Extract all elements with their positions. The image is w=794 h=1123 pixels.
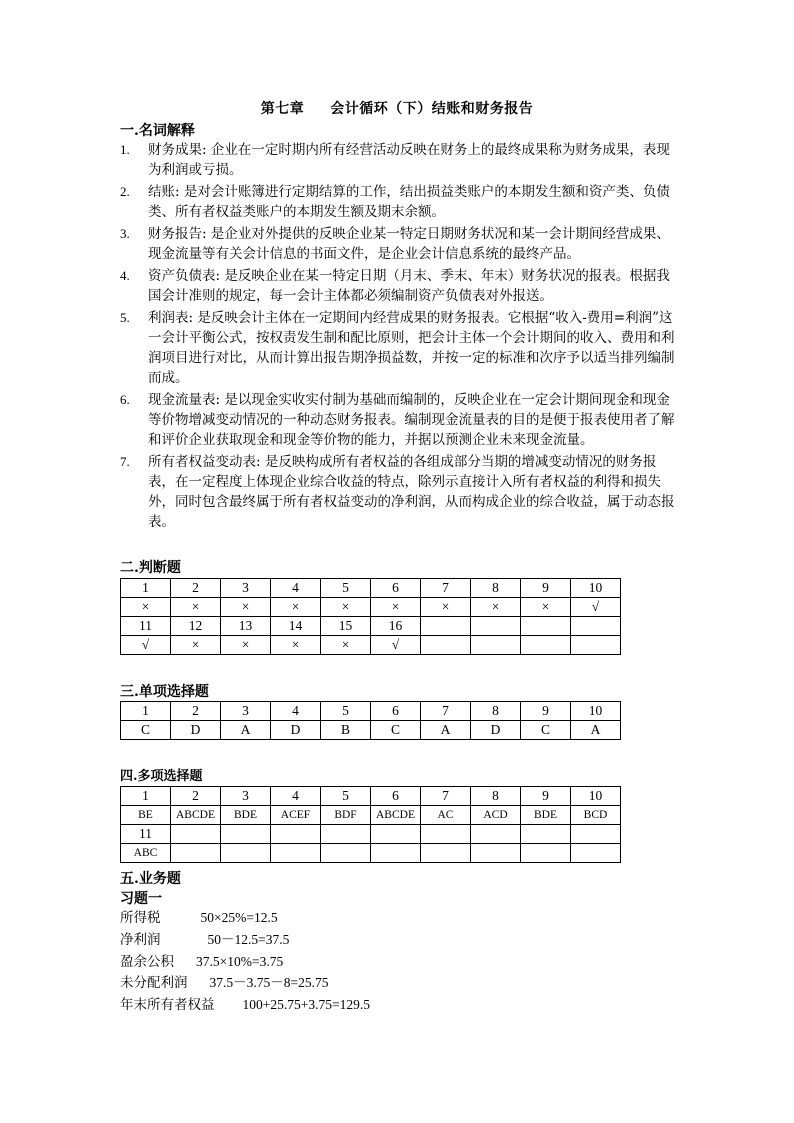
table-cell: 11 (121, 825, 171, 844)
table-cell: 8 (471, 787, 521, 806)
table-cell: AC (421, 806, 471, 825)
calc-line-undistributed-profit (120, 973, 329, 993)
definition-item (120, 390, 680, 450)
table-cell (271, 825, 321, 844)
calc-label: 未分配利润 (120, 975, 188, 991)
item-text: 所有者权益变动表: 是反映构成所有者权益的各组成部分当期的增减变动情况的财务报表，在一定程度上体现企业综合收益的特点，除列示直接计入所有者权益的利得和损失外，同时包含最终属于所有者权益变动的净利润，从而构成企业的综合收益，属于动态报表。 (148, 454, 675, 530)
table-cell: × (171, 636, 221, 655)
table-cell (221, 844, 271, 863)
section1-heading: 一.名词解释 (120, 123, 195, 139)
true-false-answer-table (120, 578, 621, 655)
table-row (121, 806, 621, 825)
calc-value: 50×25%=12.5 (200, 910, 278, 925)
table-cell: C (371, 721, 421, 740)
definition-item (120, 452, 680, 532)
table-cell: 8 (471, 702, 521, 721)
table-cell: 1 (121, 702, 171, 721)
table-cell: × (421, 598, 471, 617)
table-cell: 11 (121, 617, 171, 636)
table-cell: 4 (271, 787, 321, 806)
calc-value: 50－12.5=37.5 (207, 932, 290, 947)
table-cell: 6 (371, 579, 421, 598)
item-text: 财务报告: 是企业对外提供的反映企业某一特定日期财务状况和某一会计期间经营成果、现金流量等有关会计信息的书面文件，是企业会计信息系统的最终产品。 (148, 226, 670, 262)
table-cell: 9 (521, 579, 571, 598)
table-cell (321, 825, 371, 844)
table-cell: C (121, 721, 171, 740)
definition-list (120, 140, 680, 534)
calc-line-surplus-reserve (120, 952, 283, 972)
table-cell: 13 (221, 617, 271, 636)
calc-value: 37.5×10%=3.75 (196, 954, 284, 969)
table-cell: × (221, 636, 271, 655)
table-cell (371, 844, 421, 863)
table-cell: × (271, 598, 321, 617)
table-row (121, 825, 621, 844)
table-cell: 10 (571, 579, 621, 598)
calc-line-income-tax (120, 908, 278, 928)
table-cell: 6 (371, 787, 421, 806)
table-cell: 4 (271, 579, 321, 598)
item-number: 6. (120, 392, 130, 407)
table-cell: 2 (171, 579, 221, 598)
table-cell: × (321, 636, 371, 655)
table-cell (521, 844, 571, 863)
table-cell: 16 (371, 617, 421, 636)
table-row (121, 787, 621, 806)
calc-line-year-end-equity (120, 995, 370, 1015)
table-cell: C (521, 721, 571, 740)
table-cell: 7 (421, 787, 471, 806)
table-cell: 7 (421, 702, 471, 721)
item-text: 财务成果: 企业在一定时期内所有经营活动反映在财务上的最终成果称为财务成果，表现为利润或亏损。 (148, 142, 670, 178)
table-cell (571, 636, 621, 655)
table-cell: 9 (521, 787, 571, 806)
table-cell (371, 825, 421, 844)
table-cell: 6 (371, 702, 421, 721)
table-cell: D (471, 721, 521, 740)
table-cell (271, 844, 321, 863)
table-cell: ACEF (271, 806, 321, 825)
table-cell: 5 (321, 579, 371, 598)
calc-label: 年末所有者权益 (120, 997, 215, 1013)
table-cell: 7 (421, 579, 471, 598)
multiple-choice-answer-table (120, 786, 621, 863)
table-cell (421, 844, 471, 863)
table-cell: 5 (321, 702, 371, 721)
table-row (121, 579, 621, 598)
item-text: 资产负债表: 是反映企业在某一特定日期（月末、季末、年末）财务状况的报表。根据我国会计准则的规定，每一会计主体都必须编制资产负债表对外报送。 (148, 268, 670, 304)
calc-line-net-profit (120, 930, 289, 950)
table-cell (471, 844, 521, 863)
table-cell: 8 (471, 579, 521, 598)
calc-label: 所得税 (120, 910, 161, 926)
table-cell: √ (371, 636, 421, 655)
table-cell (471, 617, 521, 636)
definition-item (120, 224, 680, 264)
calc-value: 37.5－3.75－8=25.75 (209, 975, 329, 990)
table-cell: 10 (571, 702, 621, 721)
calc-label: 盈余公积 (120, 954, 174, 970)
item-number: 5. (120, 310, 130, 325)
table-cell (571, 617, 621, 636)
table-cell: A (571, 721, 621, 740)
exercise-heading: 习题一 (120, 891, 162, 907)
definition-item (120, 140, 680, 180)
table-cell (421, 636, 471, 655)
table-cell: ABCDE (171, 806, 221, 825)
table-cell: 3 (221, 787, 271, 806)
table-cell: D (171, 721, 221, 740)
definition-item (120, 266, 680, 306)
calc-label: 净利润 (120, 932, 161, 948)
item-number: 7. (120, 454, 130, 469)
section2-heading: 二.判断题 (120, 560, 181, 576)
table-cell: BDF (321, 806, 371, 825)
table-cell (521, 617, 571, 636)
table-cell: BCD (571, 806, 621, 825)
table-cell: √ (571, 598, 621, 617)
table-cell: 1 (121, 579, 171, 598)
table-cell: 2 (171, 787, 221, 806)
section5-heading: 五.业务题 (120, 871, 181, 887)
table-cell: 3 (221, 702, 271, 721)
table-cell (421, 825, 471, 844)
item-number: 2. (120, 184, 130, 199)
table-cell: 9 (521, 702, 571, 721)
table-cell: 4 (271, 702, 321, 721)
table-cell: 15 (321, 617, 371, 636)
table-cell: ACD (471, 806, 521, 825)
section3-heading: 三.单项选择题 (120, 684, 209, 700)
table-cell (471, 636, 521, 655)
table-cell (221, 825, 271, 844)
table-row (121, 844, 621, 863)
table-cell: × (221, 598, 271, 617)
section4-heading: 四.多项选择题 (120, 769, 203, 784)
item-text: 利润表: 是反映会计主体在一定期间内经营成果的财务报表。它根据“收入-费用=利润”这一会计平衡公式，按权责发生制和配比原则，把会计主体一个会计期间的收入、费用和利润项目进行对比，从而计算出报告期净损益数，并按一定的标准和次序予以适当排列编制而成。 (148, 310, 675, 386)
table-cell (571, 825, 621, 844)
definition-item (120, 308, 680, 388)
chapter-name: 会计循环（下）结账和财务报告 (330, 101, 534, 117)
table-cell: × (521, 598, 571, 617)
table-cell: D (271, 721, 321, 740)
table-cell: × (121, 598, 171, 617)
table-cell: × (271, 636, 321, 655)
calc-value: 100+25.75+3.75=129.5 (242, 997, 370, 1012)
table-cell (571, 844, 621, 863)
table-cell: BDE (521, 806, 571, 825)
table-cell: × (471, 598, 521, 617)
table-cell: 12 (171, 617, 221, 636)
table-cell (521, 636, 571, 655)
table-cell: × (171, 598, 221, 617)
table-cell: 10 (571, 787, 621, 806)
table-cell: × (371, 598, 421, 617)
table-row (121, 598, 621, 617)
definition-item (120, 182, 680, 222)
table-cell: 5 (321, 787, 371, 806)
table-cell (321, 844, 371, 863)
chapter-title (0, 98, 794, 118)
single-choice-answer-table (120, 701, 621, 740)
item-number: 3. (120, 226, 130, 241)
table-cell: A (421, 721, 471, 740)
table-cell (471, 825, 521, 844)
item-number: 1. (120, 142, 130, 157)
table-cell: √ (121, 636, 171, 655)
table-cell (521, 825, 571, 844)
chapter-number: 第七章 (260, 101, 305, 117)
table-cell: A (221, 721, 271, 740)
item-number: 4. (120, 268, 130, 283)
item-text: 结账: 是对会计账簿进行定期结算的工作，结出损益类账户的本期发生额和资产类、负债类、所有者权益类账户的本期发生额及期末余额。 (148, 184, 670, 220)
table-cell: BDE (221, 806, 271, 825)
table-cell: B (321, 721, 371, 740)
table-cell (421, 617, 471, 636)
table-row (121, 636, 621, 655)
table-cell: ABCDE (371, 806, 421, 825)
table-cell (171, 825, 221, 844)
table-cell: 3 (221, 579, 271, 598)
table-row (121, 617, 621, 636)
table-cell: 1 (121, 787, 171, 806)
table-cell: 14 (271, 617, 321, 636)
table-cell (171, 844, 221, 863)
table-cell: ABC (121, 844, 171, 863)
table-row (121, 702, 621, 721)
table-row (121, 721, 621, 740)
table-cell: × (321, 598, 371, 617)
table-cell: 2 (171, 702, 221, 721)
item-text: 现金流量表: 是以现金实收实付制为基础而编制的，反映企业在一定会计期间现金和现金等价物增减变动情况的一种动态财务报表。编制现金流量表的目的是便于报表使用者了解和评价企业获取现金和现金等价物的能力，并据以预测企业未来现金流量。 (148, 392, 675, 448)
table-cell: BE (121, 806, 171, 825)
